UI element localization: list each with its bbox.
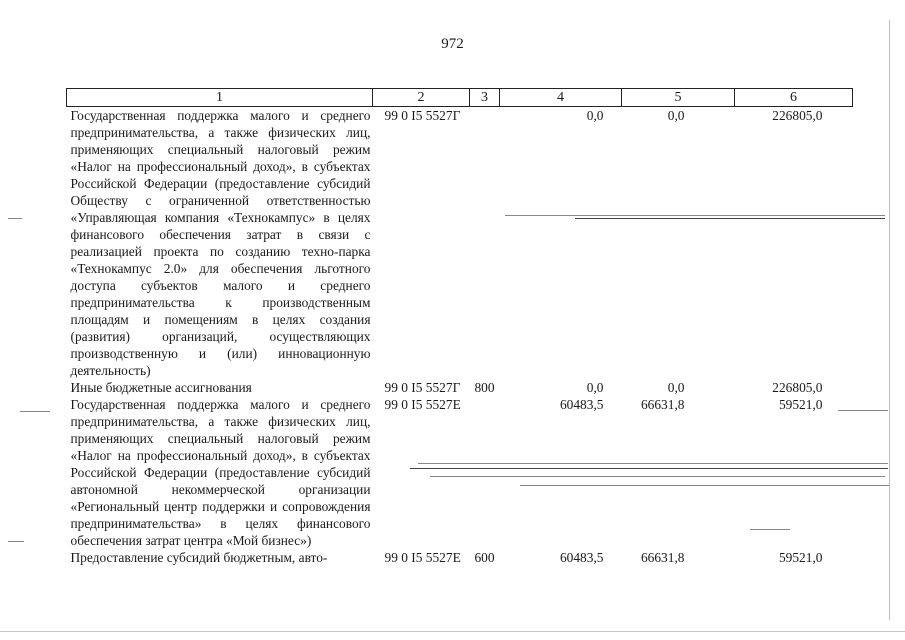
scan-artifact-line (520, 485, 890, 486)
scan-artifact-line (8, 218, 22, 219)
column-header-1: 1 (67, 89, 373, 107)
row-value-2: 0,0 (667, 108, 685, 123)
table-row (67, 396, 853, 549)
scan-artifact-line (418, 463, 888, 464)
row-value-1: 60483,5 (559, 397, 604, 412)
page-number: 972 (441, 36, 464, 52)
row-type: 600 (474, 550, 495, 565)
row-code: 99 0 I5 5527Е (384, 550, 461, 565)
scan-artifact-line (410, 468, 888, 469)
row-code: 99 0 I5 5527Е (384, 397, 461, 412)
column-header-6: 6 (735, 89, 853, 107)
row-value-3: 59521,0 (778, 397, 823, 412)
row-value-3: 226805,0 (772, 108, 823, 123)
scan-artifact-line (575, 218, 885, 219)
budget-table (66, 88, 853, 566)
row-name: Государственная поддержка малого и среднего предпринимательства, а также физических лиц, применяющих специальный налоговый режим «Налог на профессиональный доход», в субъектах Российской Федерации (предоставление субсидий Обществу с ограниченной ответственностью «Управляющая компания «Технокампус» в целях финансового обеспечения затрат в связи с реализацией проекта по созданию техно-парка «Технокампус 2.0» для обеспечения льготного доступа субъектов малого и среднего предпринимательства к производственным площадям и помещениям в целях создания (развития) организаций, осуществляющих производственную и (или) инновационную деятельность) (70, 108, 371, 378)
row-code: 99 0 I5 5527Г (384, 108, 461, 123)
row-type (470, 107, 500, 380)
row-code: 99 0 I5 5527Г (384, 380, 461, 395)
column-header-5: 5 (622, 89, 735, 107)
row-name: Иные бюджетные ассигнования (70, 380, 252, 395)
column-number-row (67, 89, 853, 107)
scan-page-edge (0, 631, 905, 632)
row-type (470, 396, 500, 549)
row-value-2: 0,0 (667, 380, 685, 395)
row-value-1: 0,0 (586, 380, 604, 395)
scan-page-edge (889, 20, 890, 620)
row-name: Предоставление субсидий бюджетным, авто- (70, 550, 328, 565)
row-name: Государственная поддержка малого и среднего предпринимательства, а также физических лиц, применяющих специальный налоговый режим «Налог на профессиональный доход», в субъектах Российской Федерации (предоставление субсидий автономной некоммерческой организации «Региональный центр поддержки и сопровождения предпринимательства» в целях финансового обеспечения затрат центра «Мой бизнес») (70, 397, 371, 548)
row-value-3: 59521,0 (778, 550, 823, 565)
row-type: 800 (474, 380, 495, 395)
table-row (67, 107, 853, 380)
table-row (67, 379, 853, 396)
scan-artifact-line (750, 529, 790, 530)
scan-artifact-line (20, 411, 50, 412)
scan-artifact-line (430, 476, 885, 477)
row-value-2: 66631,8 (640, 550, 685, 565)
row-value-2: 66631,8 (640, 397, 685, 412)
column-header-4: 4 (500, 89, 622, 107)
row-value-3: 226805,0 (772, 380, 823, 395)
table-row (67, 549, 853, 566)
scan-artifact-line (8, 541, 24, 542)
column-header-2: 2 (373, 89, 470, 107)
row-value-1: 0,0 (586, 108, 604, 123)
scan-artifact-line (505, 215, 885, 216)
scan-artifact-line (838, 410, 888, 411)
column-header-3: 3 (470, 89, 500, 107)
row-value-1: 60483,5 (559, 550, 604, 565)
